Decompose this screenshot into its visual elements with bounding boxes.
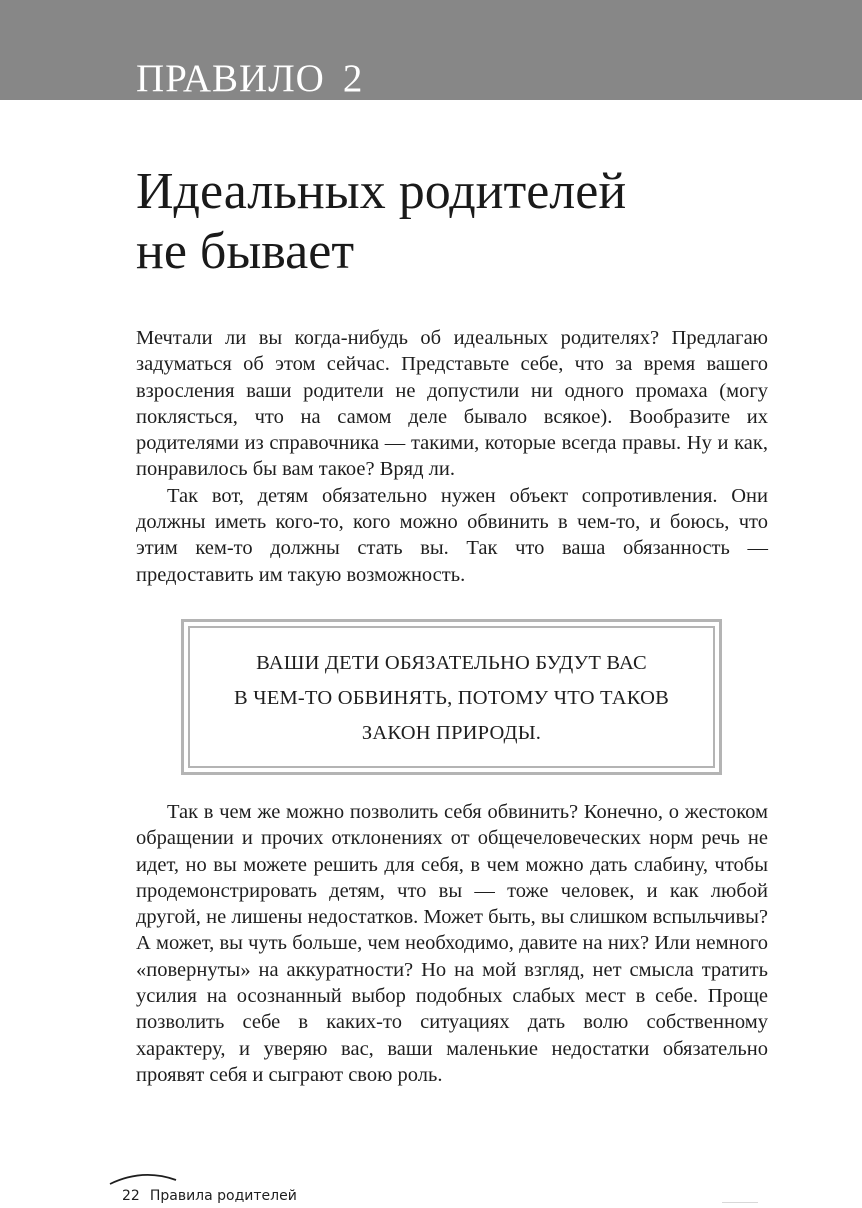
footer-arc-ornament bbox=[108, 1166, 178, 1186]
rule-word: ПРАВИЛО bbox=[136, 57, 325, 100]
page-number: 22 bbox=[122, 1188, 140, 1204]
paragraph-1: Мечтали ли вы когда-нибудь об идеальных родителях? Предлагаю задуматься об этом сейчас. Представьте себе, что за время вашего взросления ваши родители не допустили ни одного промаха (могу поклясться, что на самом деле бывало всякое). Вообразите их родителями из справочника — такими, которые всегда правы. Ну и как, понравилось бы вам такое? Вряд ли. bbox=[136, 327, 768, 481]
body-text-top bbox=[136, 325, 768, 588]
callout-line-3: ЗАКОН ПРИРОДЫ. bbox=[361, 721, 542, 744]
paragraph-3: Так в чем же можно позволить себя обвинить? Конечно, о жестоком обращении и прочих отклонениях от общечеловеческих норм речь не идет, но вы можете решить для себя, в чем можно дать слабину, чтобы продемонстрировать детям, что вы — тоже человек, и как любой другой, не лишены недостатков. Может быть, вы слишком вспыльчивы? А может, вы чуть больше, чем необходимо, давите на них? Или немного «повернуты» на аккуратности? Но на мой взгляд, нет смысла тратить усилия на осознанный выбор подобных слабых мест в себе. Проще позволить себе в каких-то ситуациях дать волю собственному характеру, и уверяю вас, ваши маленькие недостатки обязательно проявят себя и сыграют свою роль. bbox=[136, 801, 768, 1086]
chapter-title bbox=[136, 162, 836, 282]
rule-label bbox=[136, 56, 363, 102]
callout-line-1: ВАШИ ДЕТИ ОБЯЗАТЕЛЬНО БУДУТ ВАС bbox=[256, 651, 647, 674]
rule-number: 2 bbox=[342, 57, 364, 100]
body-text-bottom bbox=[136, 799, 768, 1088]
running-book-title: Правила родителей bbox=[149, 1188, 297, 1204]
chapter-title-line-1: Идеальных родителей bbox=[136, 163, 627, 220]
corner-mark bbox=[722, 1202, 758, 1203]
chapter-header-band bbox=[0, 0, 862, 100]
callout-text bbox=[234, 646, 669, 751]
chapter-title-line-2: не бывает bbox=[136, 223, 355, 280]
callout-line-2: В ЧЕМ-ТО ОБВИНЯТЬ, ПОТОМУ ЧТО ТАКОВ bbox=[234, 686, 669, 709]
callout-inner-frame bbox=[188, 626, 715, 768]
page-footer bbox=[122, 1186, 297, 1206]
callout-box bbox=[181, 619, 722, 775]
paragraph-2: Так вот, детям обязательно нужен объект сопротивления. Они должны иметь кого-то, кого можно обвинить в чем-то, и боюсь, что этим кем-то должны стать вы. Так что ваша обязанность — предоставить им такую возможность. bbox=[136, 484, 768, 586]
